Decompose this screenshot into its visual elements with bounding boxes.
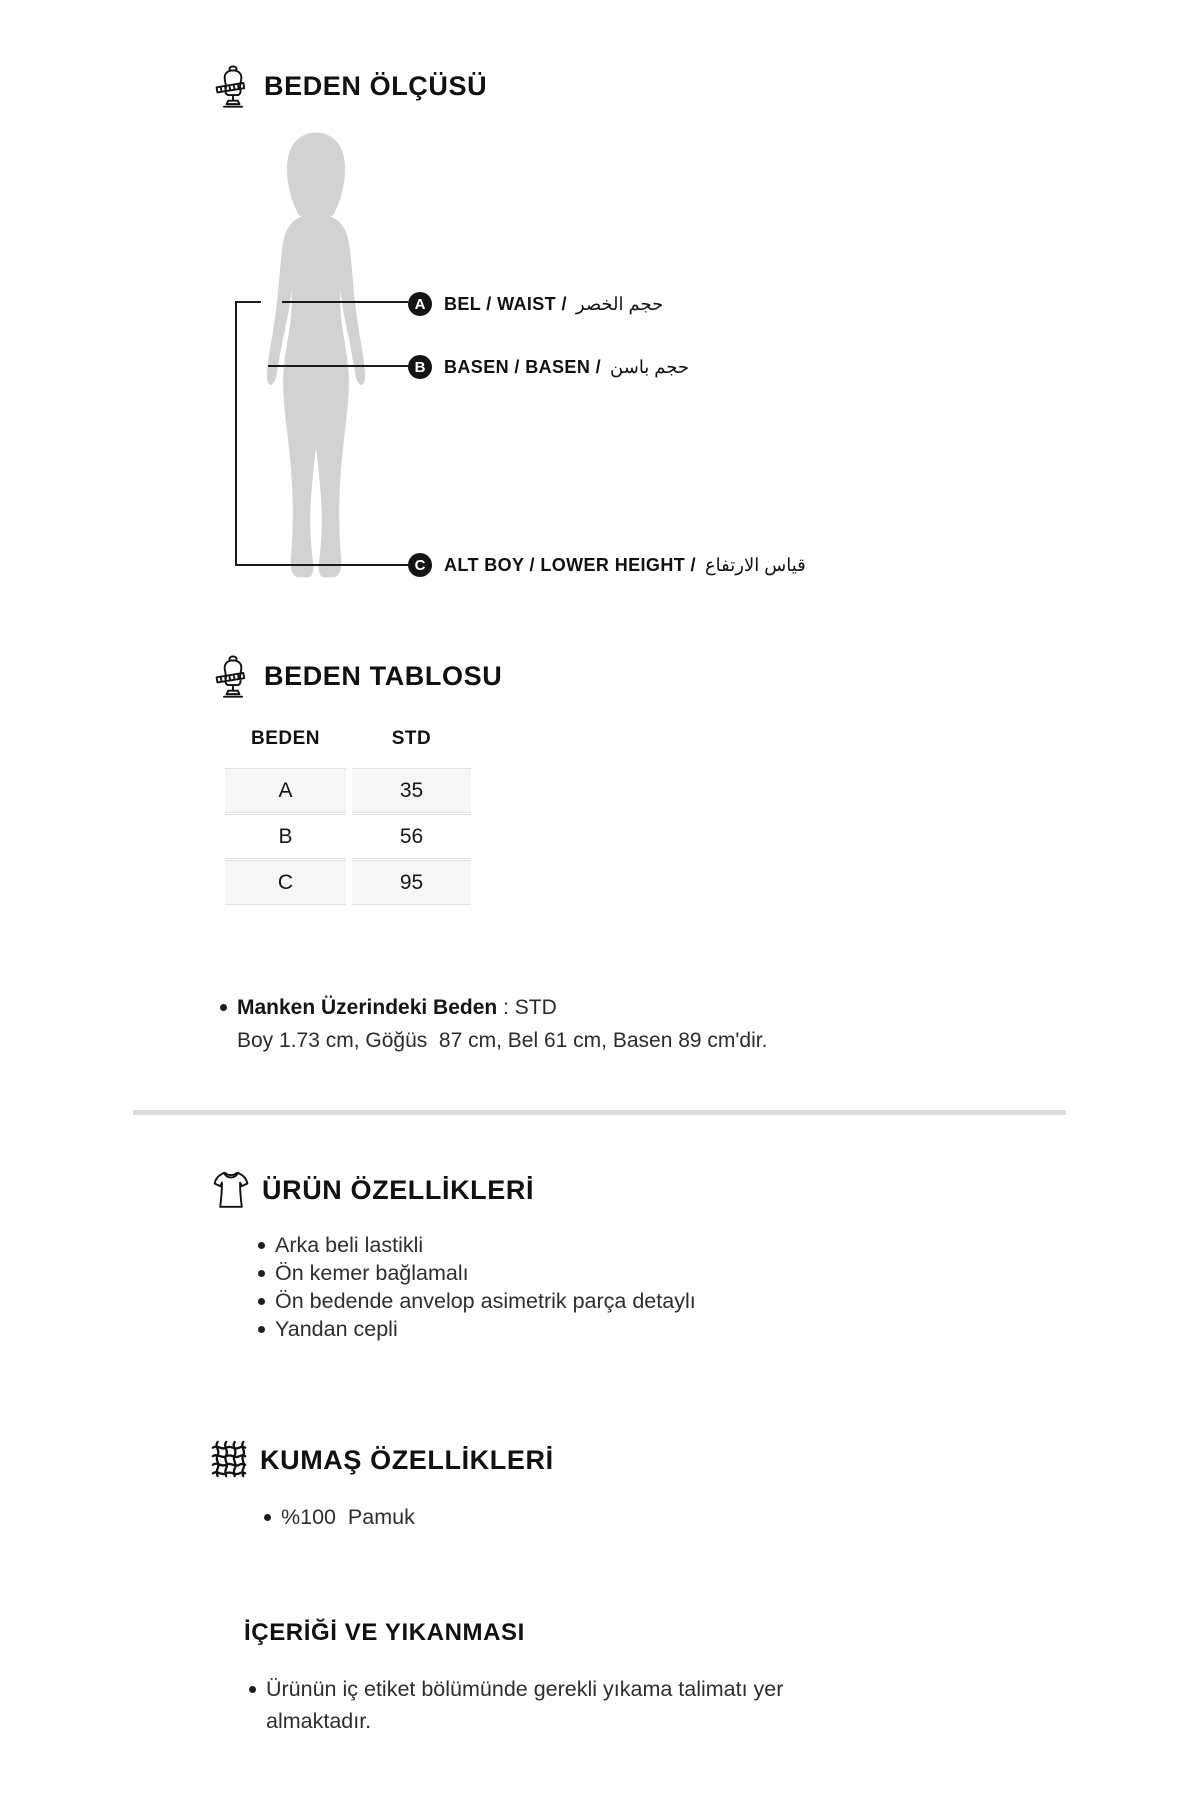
product-features-title: ÜRÜN ÖZELLİKLERİ (262, 1174, 535, 1205)
body-silhouette-image (253, 130, 379, 590)
table-row (225, 814, 471, 859)
measure-label-hip-arabic: حجم باسن (610, 356, 690, 377)
table-row (225, 768, 471, 813)
measure-label-waist-latin: BEL / WAIST / (444, 293, 567, 314)
fabric-features-header (210, 1437, 554, 1483)
product-features-header (212, 1168, 534, 1212)
measure-label-waist-arabic: حجم الخصر (575, 293, 664, 314)
size-table (225, 768, 471, 906)
tshirt-icon (212, 1168, 250, 1212)
section-divider (133, 1110, 1066, 1115)
size-table-col-beden: BEDEN (250, 728, 320, 749)
measure-badge-c: C (408, 553, 432, 577)
list-item: Ön bedende anvelop asimetrik parça detaylı (256, 1287, 696, 1315)
list-item: Ürünün iç etiket bölümünde gerekli yıkama talimatı yer almaktadır. (247, 1673, 867, 1737)
size-table-header (214, 652, 502, 700)
care-title: İÇERİĞİ VE YIKANMASI (244, 1619, 525, 1646)
size-guide-title: BEDEN ÖLÇÜSÜ (264, 70, 488, 101)
measure-badge-a: A (408, 292, 432, 316)
list-item: Ön kemer bağlamalı (256, 1259, 696, 1287)
lower-height-bracket-line (235, 301, 237, 566)
size-guide-header (214, 62, 487, 110)
table-cell-size: B (225, 814, 346, 859)
measure-label-lower-height-latin: ALT BOY / LOWER HEIGHT / (444, 554, 696, 575)
waist-bracket-tick-line (235, 301, 261, 303)
size-table-col-std: STD (391, 728, 432, 749)
table-row (225, 860, 471, 905)
model-size-note-value: : STD (497, 996, 557, 1019)
list-item: Yandan cepli (256, 1315, 696, 1343)
measure-label-lower-height-arabic: قياس الارتفاع (704, 554, 806, 575)
measure-badge-b: B (408, 355, 432, 379)
table-cell-value: 95 (352, 860, 471, 905)
model-size-note-line2: Boy 1.73 cm, Göğüs 87 cm, Bel 61 cm, Basen 89 cm'dir. (237, 1029, 768, 1052)
care-list (247, 1673, 867, 1737)
fabric-weave-icon (210, 1437, 248, 1483)
lower-height-measure-line (237, 564, 408, 566)
model-size-note (220, 991, 767, 1057)
table-cell-value: 35 (352, 768, 471, 813)
product-features-list (256, 1231, 696, 1343)
measure-label-hip (444, 355, 689, 379)
size-table-title: BEDEN TABLOSU (264, 660, 503, 691)
list-item: Arka beli lastikli (256, 1231, 696, 1259)
hip-measure-line (268, 365, 408, 367)
waist-measure-line (282, 301, 408, 303)
model-size-note-line1 (220, 991, 767, 1024)
table-cell-value: 56 (352, 814, 471, 859)
care-header (244, 1616, 525, 1650)
fabric-features-list (262, 1503, 415, 1531)
list-item: %100 Pamuk (262, 1503, 415, 1531)
mannequin-icon (214, 62, 252, 110)
mannequin-icon (214, 652, 252, 700)
table-cell-size: C (225, 860, 346, 905)
table-cell-size: A (225, 768, 346, 813)
model-size-note-label: Manken Üzerindeki Beden (237, 996, 498, 1019)
size-table-column-headers (225, 728, 471, 750)
measure-label-waist (444, 292, 663, 316)
measure-label-lower-height (444, 553, 806, 577)
measure-label-hip-latin: BASEN / BASEN / (444, 356, 602, 377)
fabric-features-title: KUMAŞ ÖZELLİKLERİ (260, 1444, 554, 1475)
